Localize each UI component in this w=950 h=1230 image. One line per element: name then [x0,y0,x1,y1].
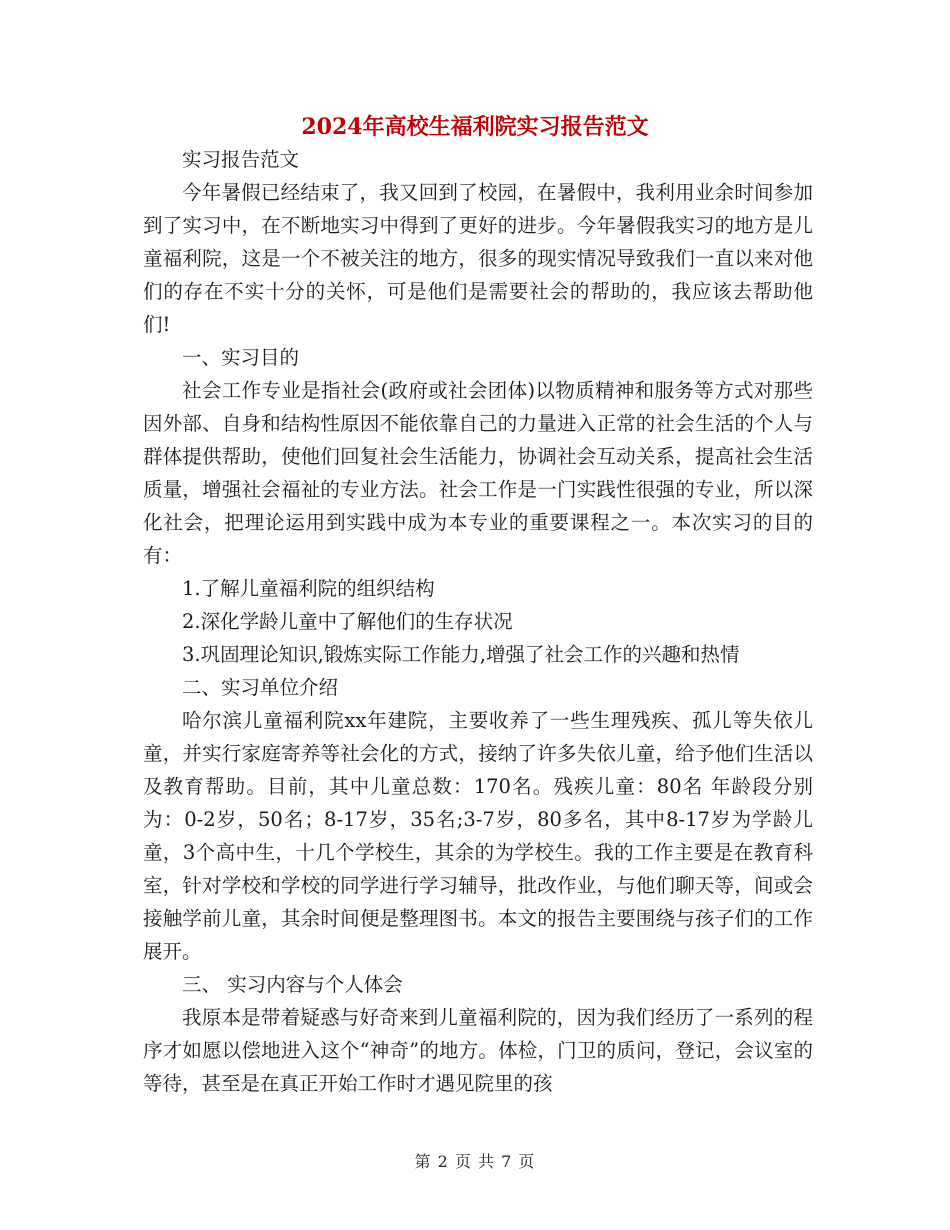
paragraph-content: 我原本是带着疑惑与好奇来到儿童福利院的，因为我们经历了一系列的程序才如愿以偿地进入这个“神奇”的地方。体检，门卫的质问，登记，会议室的等待，甚至是在真正开始工作时才遇见院里的孩 [143,1006,813,1095]
paragraph-intro: 今年暑假已经结束了，我又回到了校园，在暑假中，我利用业余时间参加到了实习中，在不断地实习中得到了更好的进步。今年暑假我实习的地方是儿童福利院，这是一个不被关注的地方，很多的现实情况导致我们一直以来对他们的存在不实十分的关怀，可是他们是需要社会的帮助的，我应该去帮助他们! [143,181,813,336]
page-footer: 第 2 页 共 7 页 [414,1152,536,1171]
paragraph-purpose: 社会工作专业是指社会(政府或社会团体)以物质精神和服务等方式对那些因外部、自身和结构性原因不能依靠自己的力量进入正常的社会生活的个人与群体提供帮助，使他们回复社会生活能力，协调社会互动关系，提高社会生活质量，增强社会福祉的专业方法。社会工作是一门实践性很强的专业，所以深化社会，把理论运用到实践中成为本专业的重要课程之一。本次实习的目的有： [143,379,813,567]
document-title: 2024年高校生福利院实习报告范文 [301,114,649,140]
document-body [143,143,813,1100]
section-heading-content: 三、 实习内容与个人体会 [182,973,403,996]
section-heading-unit: 二、实习单位介绍 [182,676,339,699]
paragraph-unit: 哈尔滨儿童福利院xx年建院，主要收养了一些生理残疾、孤儿等失依儿童，并实行家庭寄养等社会化的方式，接纳了许多失依儿童，给予他们生活以及教育帮助。目前，其中儿童总数：170名。残疾儿童：80名 年龄段分别为：0-2岁，50名；8-17岁，35名;3-7岁，80多名，其中8-17岁为学龄儿童，3个高中生，十几个学校生，其余的为学校生。我的工作主要是在教育科室，针对学校和学校的同学进行学习辅导，批改作业，与他们聊天等，间或会接触学前儿童，其余时间便是整理图书。本文的报告主要围绕与孩子们的工作展开。 [143,709,813,963]
list-item-purpose-3: 3.巩固理论知识,锻炼实际工作能力,增强了社会工作的兴趣和热情 [182,643,740,666]
section-heading-purpose: 一、实习目的 [182,346,300,369]
list-item-purpose-2: 2.深化学龄儿童中了解他们的生存状况 [182,610,513,633]
paragraph-heading-intro: 实习报告范文 [182,148,300,171]
list-item-purpose-1: 1.了解儿童福利院的组织结构 [182,577,435,600]
